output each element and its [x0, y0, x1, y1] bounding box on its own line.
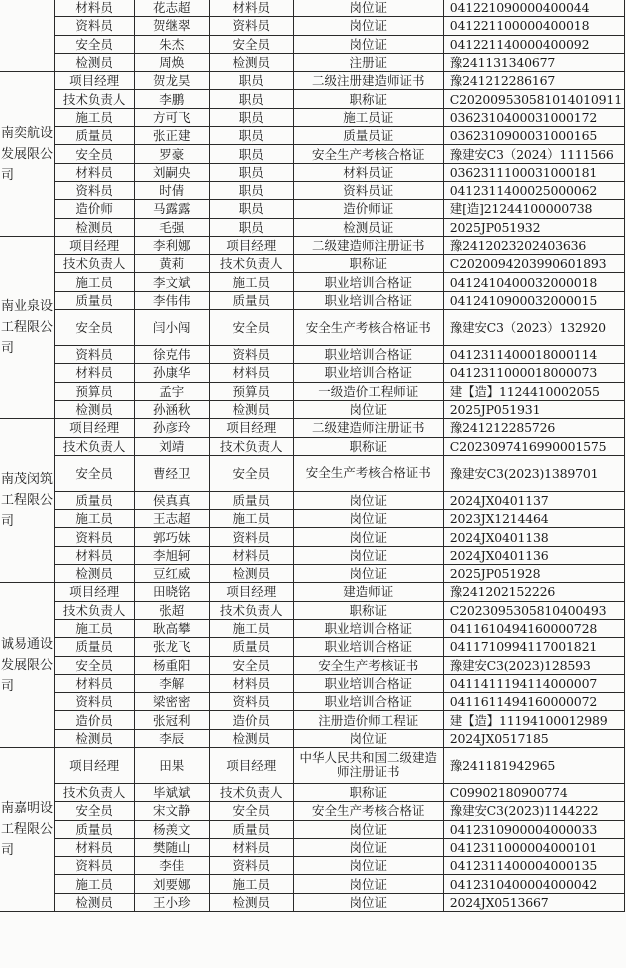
table-row	[0, 346, 625, 364]
table-row	[0, 711, 625, 729]
post-cell: 资料员	[209, 528, 293, 546]
position-cell: 材料员	[54, 163, 134, 181]
position-cell: 项目经理	[54, 72, 134, 90]
certificate-cell: 岗位证	[293, 893, 443, 911]
certificate-number-cell: 041221100000400018	[443, 17, 624, 35]
post-cell: 资料员	[209, 857, 293, 875]
certificate-cell: 二级建造师注册证书	[293, 419, 443, 437]
name-cell: 杨重阳	[134, 656, 209, 674]
position-cell: 资料员	[54, 528, 134, 546]
table-row	[0, 638, 625, 656]
certificate-number-cell: 2025JP051931	[443, 400, 624, 418]
certificate-number-cell: 豫建安C3（2024）1111566	[443, 145, 624, 163]
post-cell: 项目经理	[209, 419, 293, 437]
certificate-number-cell: 041241040003200001​8	[443, 273, 624, 291]
certificate-cell: 岗位证	[293, 510, 443, 528]
position-cell: 材料员	[54, 364, 134, 382]
position-cell: 检测员	[54, 729, 134, 747]
certificate-cell: 施工员证	[293, 108, 443, 126]
certificate-cell: 资料员证	[293, 181, 443, 199]
certificate-number-cell: 豫241202152226	[443, 583, 624, 601]
position-cell: 质量员	[54, 491, 134, 509]
certificate-number-cell: 041221140000400092	[443, 35, 624, 53]
position-cell: 检测员	[54, 218, 134, 236]
certificate-cell: 职业培训合格证	[293, 364, 443, 382]
name-cell: 侯真真	[134, 491, 209, 509]
name-cell: 周焕	[134, 53, 209, 71]
name-cell: 刘要娜	[134, 875, 209, 893]
post-cell: 职员	[209, 163, 293, 181]
table-row	[0, 693, 625, 711]
position-cell: 施工员	[54, 108, 134, 126]
position-cell: 资料员	[54, 346, 134, 364]
table-row	[0, 875, 625, 893]
name-cell: 郭巧妹	[134, 528, 209, 546]
name-cell: 李文斌	[134, 273, 209, 291]
name-cell: 王小珍	[134, 893, 209, 911]
table-row	[0, 108, 625, 126]
certificate-number-cell: 041231040000400004​2	[443, 875, 624, 893]
certificate-cell: 职称证	[293, 601, 443, 619]
certificate-cell: 职业培训合格证	[293, 674, 443, 692]
position-cell: 材料员	[54, 838, 134, 856]
post-cell: 技术负责人	[209, 783, 293, 801]
certificate-number-cell: C09902180900774	[443, 783, 624, 801]
table-row	[0, 674, 625, 692]
table-row	[0, 310, 625, 346]
company-name-cell: 诚易通设发展限公司	[0, 583, 54, 748]
name-cell: 耿高攀	[134, 619, 209, 637]
post-cell: 项目经理	[209, 583, 293, 601]
post-cell: 施工员	[209, 875, 293, 893]
certificate-cell: 一级造价工程师证	[293, 382, 443, 400]
table-row	[0, 90, 625, 108]
certificate-cell: 岗位证	[293, 35, 443, 53]
post-cell: 施工员	[209, 619, 293, 637]
name-cell: 杨羡文	[134, 820, 209, 838]
certificate-cell: 岗位证	[293, 491, 443, 509]
certificate-number-cell: 036231090003100016​5	[443, 127, 624, 145]
table-row	[0, 619, 625, 637]
position-cell: 项目经理	[54, 236, 134, 254]
certificate-cell: 质量员证	[293, 127, 443, 145]
name-cell: 马露露	[134, 200, 209, 218]
table-row	[0, 546, 625, 564]
certificate-number-cell: 豫241131340677	[443, 53, 624, 71]
certificate-cell: 岗位证	[293, 820, 443, 838]
certificate-number-cell: 041231140000400013​5	[443, 857, 624, 875]
certificate-number-cell: 豫建安C3(2023)128593	[443, 656, 624, 674]
table-row	[0, 0, 625, 17]
certificate-cell: 岗位证	[293, 17, 443, 35]
name-cell: 李解	[134, 674, 209, 692]
certificate-cell: 岗位证	[293, 400, 443, 418]
table-row	[0, 53, 625, 71]
certificate-cell: 安全生产考核合格证	[293, 145, 443, 163]
company-name-cell: 南茂闵筑工程限公司	[0, 419, 54, 583]
name-cell: 梁密密	[134, 693, 209, 711]
table-row	[0, 510, 625, 528]
position-cell: 检测员	[54, 893, 134, 911]
table-row	[0, 17, 625, 35]
table-row	[0, 857, 625, 875]
post-cell: 检测员	[209, 729, 293, 747]
certificate-cell: 注册造价师工程证	[293, 711, 443, 729]
certificate-cell: 二级注册建造师证书	[293, 72, 443, 90]
certificate-cell: 岗位证	[293, 729, 443, 747]
certificate-number-cell: 041141119411400000​7	[443, 674, 624, 692]
certificate-number-cell: 豫建安C3（2023）132920	[443, 310, 624, 346]
position-cell: 材料员	[54, 0, 134, 17]
post-cell: 安全员	[209, 802, 293, 820]
post-cell: 技术负责人	[209, 255, 293, 273]
table-row	[0, 802, 625, 820]
table-row	[0, 163, 625, 181]
post-cell: 造价员	[209, 711, 293, 729]
post-cell: 质量员	[209, 291, 293, 309]
table-row	[0, 893, 625, 911]
certificate-cell: 岗位证	[293, 546, 443, 564]
name-cell: 孙彦玲	[134, 419, 209, 437]
post-cell: 技术负责人	[209, 601, 293, 619]
name-cell: 时倩	[134, 181, 209, 199]
post-cell: 职员	[209, 72, 293, 90]
name-cell: 闫小闯	[134, 310, 209, 346]
certificate-cell: 职业培训合格证	[293, 619, 443, 637]
position-cell: 检测员	[54, 565, 134, 583]
certificate-cell: 材料员证	[293, 163, 443, 181]
name-cell: 豆红威	[134, 565, 209, 583]
position-cell: 资料员	[54, 17, 134, 35]
certificate-number-cell: 豫2412023202403636	[443, 236, 624, 254]
certificate-number-cell: 2024JX0401136	[443, 546, 624, 564]
position-cell: 安全员	[54, 802, 134, 820]
name-cell: 刘嗣央	[134, 163, 209, 181]
certificate-number-cell: 041161149416000007​2	[443, 693, 624, 711]
position-cell: 材料员	[54, 674, 134, 692]
certificate-number-cell: 041241090003200001​5	[443, 291, 624, 309]
post-cell: 施工员	[209, 510, 293, 528]
position-cell: 安全员	[54, 35, 134, 53]
table-row	[0, 583, 625, 601]
post-cell: 材料员	[209, 838, 293, 856]
name-cell: 李鹏	[134, 90, 209, 108]
position-cell: 项目经理	[54, 419, 134, 437]
post-cell: 职员	[209, 200, 293, 218]
certificate-cell: 二级建造师注册证书	[293, 236, 443, 254]
certificate-number-cell: C202009420399060189​3	[443, 255, 624, 273]
name-cell: 孙康华	[134, 364, 209, 382]
certificate-number-cell: 041171099411700182​1	[443, 638, 624, 656]
post-cell: 项目经理	[209, 236, 293, 254]
name-cell: 毕斌斌	[134, 783, 209, 801]
table-row	[0, 783, 625, 801]
certificate-number-cell: 豫建安C3(2023)1389701	[443, 455, 624, 491]
post-cell: 项目经理	[209, 747, 293, 783]
company-name-cell: 南业泉设工程限公司	[0, 236, 54, 418]
name-cell: 张正建	[134, 127, 209, 145]
post-cell: 资料员	[209, 693, 293, 711]
post-cell: 职员	[209, 181, 293, 199]
position-cell: 施工员	[54, 273, 134, 291]
post-cell: 安全员	[209, 455, 293, 491]
position-cell: 技术负责人	[54, 601, 134, 619]
post-cell: 质量员	[209, 638, 293, 656]
post-cell: 职员	[209, 145, 293, 163]
certificate-number-cell: 041231140001800011​4	[443, 346, 624, 364]
position-cell: 资料员	[54, 857, 134, 875]
name-cell: 张超	[134, 601, 209, 619]
name-cell: 罗豪	[134, 145, 209, 163]
name-cell: 刘靖	[134, 437, 209, 455]
certificate-number-cell: 041231140002500006​2	[443, 181, 624, 199]
certificate-cell: 职称证	[293, 437, 443, 455]
table-row	[0, 273, 625, 291]
post-cell: 技术负责人	[209, 437, 293, 455]
certificate-cell: 岗位证	[293, 0, 443, 17]
table-row	[0, 200, 625, 218]
certificate-number-cell: 2024JX0401137	[443, 491, 624, 509]
post-cell: 职员	[209, 108, 293, 126]
position-cell: 材料员	[54, 546, 134, 564]
certificate-cell: 中华人民共和国二级建造师注册证书	[293, 747, 443, 783]
certificate-number-cell: 豫241212285726	[443, 419, 624, 437]
name-cell: 方可飞	[134, 108, 209, 126]
name-cell: 张龙飞	[134, 638, 209, 656]
post-cell: 职员	[209, 127, 293, 145]
position-cell: 施工员	[54, 875, 134, 893]
certificate-number-cell: 036231110003100018​1	[443, 163, 624, 181]
name-cell: 黄莉	[134, 255, 209, 273]
certificate-number-cell: 2024JX0517185	[443, 729, 624, 747]
name-cell: 李佳	[134, 857, 209, 875]
certificate-number-cell: 建[造]21244100000738	[443, 200, 624, 218]
certificate-number-cell: 豫241181942965	[443, 747, 624, 783]
name-cell: 樊随山	[134, 838, 209, 856]
name-cell: 李辰	[134, 729, 209, 747]
post-cell: 职员	[209, 90, 293, 108]
post-cell: 预算员	[209, 382, 293, 400]
certificate-cell: 职称证	[293, 90, 443, 108]
position-cell: 施工员	[54, 510, 134, 528]
post-cell: 检测员	[209, 565, 293, 583]
certificate-number-cell: 041221090000400044	[443, 0, 624, 17]
certificate-number-cell: 041231100000400010​1	[443, 838, 624, 856]
certificate-cell: 安全生产考核合格证书	[293, 455, 443, 491]
table-row	[0, 419, 625, 437]
post-cell: 质量员	[209, 820, 293, 838]
table-row	[0, 255, 625, 273]
position-cell: 检测员	[54, 53, 134, 71]
certificate-cell: 岗位证	[293, 875, 443, 893]
company-name-cell: 南嘉明设工程限公司	[0, 747, 54, 911]
certificate-number-cell: C202309530581040049​3	[443, 601, 624, 619]
table-row	[0, 291, 625, 309]
name-cell: 李伟伟	[134, 291, 209, 309]
position-cell: 预算员	[54, 382, 134, 400]
post-cell: 材料员	[209, 0, 293, 17]
certificate-cell: 安全生产考核合格证书	[293, 310, 443, 346]
post-cell: 检测员	[209, 53, 293, 71]
certificate-cell: 安全生产考核证书	[293, 656, 443, 674]
post-cell: 质量员	[209, 491, 293, 509]
certificate-cell: 职业培训合格证	[293, 291, 443, 309]
name-cell: 朱杰	[134, 35, 209, 53]
certificate-number-cell: 041231100001800007​3	[443, 364, 624, 382]
certificate-cell: 岗位证	[293, 838, 443, 856]
certificate-cell: 造价师证	[293, 200, 443, 218]
certificate-number-cell: 2025JP051928	[443, 565, 624, 583]
certificate-cell: 职称证	[293, 255, 443, 273]
position-cell: 质量员	[54, 127, 134, 145]
table-row	[0, 656, 625, 674]
name-cell: 孙涵秋	[134, 400, 209, 418]
position-cell: 资料员	[54, 181, 134, 199]
certificate-number-cell: 2025JP051932	[443, 218, 624, 236]
position-cell: 资料员	[54, 693, 134, 711]
certificate-number-cell: 2024JX0513667	[443, 893, 624, 911]
post-cell: 安全员	[209, 310, 293, 346]
certificate-number-cell: 豫建安C3(2023)1144222	[443, 802, 624, 820]
post-cell: 材料员	[209, 546, 293, 564]
table-row	[0, 820, 625, 838]
certificate-cell: 注册证	[293, 53, 443, 71]
certificate-number-cell: 041161049416000072​8	[443, 619, 624, 637]
name-cell: 田晓铭	[134, 583, 209, 601]
table-row	[0, 565, 625, 583]
position-cell: 质量员	[54, 291, 134, 309]
position-cell: 项目经理	[54, 583, 134, 601]
post-cell: 资料员	[209, 346, 293, 364]
position-cell: 造价员	[54, 711, 134, 729]
certificate-cell: 岗位证	[293, 565, 443, 583]
position-cell: 技术负责人	[54, 255, 134, 273]
certificate-number-cell: 豫241212286167	[443, 72, 624, 90]
certificate-cell: 职业培训合格证	[293, 346, 443, 364]
position-cell: 安全员	[54, 310, 134, 346]
name-cell: 孟宇	[134, 382, 209, 400]
certificate-number-cell: 041231090000400003​3	[443, 820, 624, 838]
certificate-cell: 建造师证	[293, 583, 443, 601]
post-cell: 职员	[209, 218, 293, 236]
position-cell: 安全员	[54, 145, 134, 163]
position-cell: 检测员	[54, 400, 134, 418]
table-row	[0, 400, 625, 418]
position-cell: 技术负责人	[54, 783, 134, 801]
certificate-cell: 岗位证	[293, 528, 443, 546]
name-cell: 张冠利	[134, 711, 209, 729]
table-row	[0, 528, 625, 546]
position-cell: 技术负责人	[54, 437, 134, 455]
post-cell: 检测员	[209, 400, 293, 418]
post-cell: 施工员	[209, 273, 293, 291]
table-row	[0, 601, 625, 619]
table-row	[0, 455, 625, 491]
certificate-number-cell: 建【造】1124410002055	[443, 382, 624, 400]
certificate-number-cell: 2023JX1214464	[443, 510, 624, 528]
certificate-number-cell: 建【造】11194100012989	[443, 711, 624, 729]
table-row	[0, 72, 625, 90]
position-cell: 施工员	[54, 619, 134, 637]
table-row	[0, 364, 625, 382]
table-row	[0, 218, 625, 236]
table-row	[0, 181, 625, 199]
company-name-cell	[0, 0, 54, 72]
post-cell: 检测员	[209, 893, 293, 911]
table-row	[0, 35, 625, 53]
post-cell: 材料员	[209, 364, 293, 382]
name-cell: 田果	[134, 747, 209, 783]
name-cell: 王志超	[134, 510, 209, 528]
position-cell: 质量员	[54, 820, 134, 838]
certificate-number-cell: 036231040003100017​2	[443, 108, 624, 126]
table-row	[0, 382, 625, 400]
post-cell: 安全员	[209, 35, 293, 53]
name-cell: 宋文静	[134, 802, 209, 820]
position-cell: 安全员	[54, 656, 134, 674]
certificate-number-cell: C202309741699000157​5	[443, 437, 624, 455]
certificate-cell: 职业培训合格证	[293, 273, 443, 291]
certificate-cell: 安全生产考核合格证	[293, 802, 443, 820]
post-cell: 安全员	[209, 656, 293, 674]
name-cell: 毛强	[134, 218, 209, 236]
post-cell: 材料员	[209, 674, 293, 692]
company-name-cell: 南奕航设发展限公司	[0, 72, 54, 237]
certificate-cell: 岗位证	[293, 857, 443, 875]
name-cell: 徐克伟	[134, 346, 209, 364]
position-cell: 安全员	[54, 455, 134, 491]
certificate-cell: 职业培训合格证	[293, 693, 443, 711]
name-cell: 花志超	[134, 0, 209, 17]
table-row	[0, 838, 625, 856]
certificate-cell: 职业培训合格证	[293, 638, 443, 656]
table-row	[0, 437, 625, 455]
post-cell: 资料员	[209, 17, 293, 35]
certificate-number-cell: C202009530581014010911	[443, 90, 624, 108]
name-cell: 李旭轲	[134, 546, 209, 564]
name-cell: 贺继翠	[134, 17, 209, 35]
certificate-cell: 职称证	[293, 783, 443, 801]
position-cell: 质量员	[54, 638, 134, 656]
name-cell: 贺龙昊	[134, 72, 209, 90]
table-row	[0, 127, 625, 145]
table-row	[0, 145, 625, 163]
name-cell: 李利娜	[134, 236, 209, 254]
table-row	[0, 491, 625, 509]
certificate-number-cell: 2024JX0401138	[443, 528, 624, 546]
certificate-cell: 检测员证	[293, 218, 443, 236]
table-row	[0, 729, 625, 747]
name-cell: 曹经卫	[134, 455, 209, 491]
position-cell: 项目经理	[54, 747, 134, 783]
table-row	[0, 236, 625, 254]
position-cell: 技术负责人	[54, 90, 134, 108]
position-cell: 造价师	[54, 200, 134, 218]
table-row	[0, 747, 625, 783]
